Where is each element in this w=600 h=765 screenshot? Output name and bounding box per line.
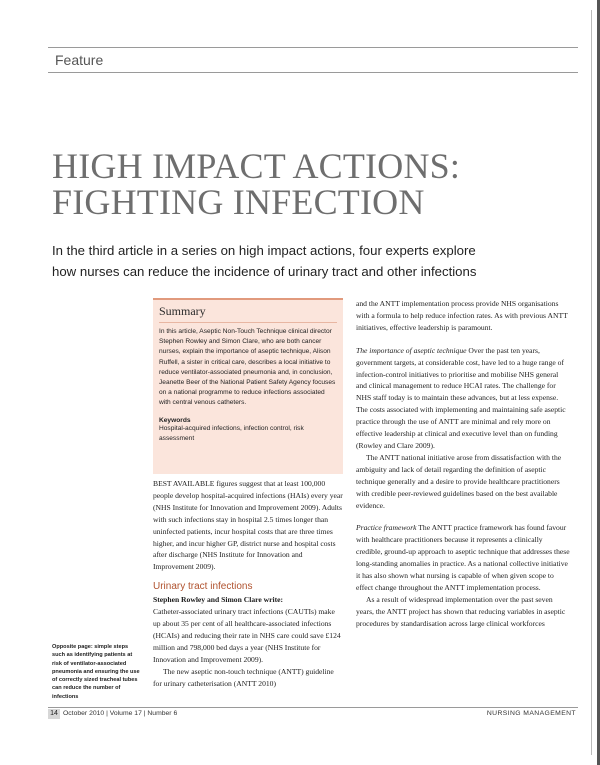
header-rule-bottom — [48, 72, 578, 73]
issue-info: October 2010 | Volume 17 | Number 6 — [63, 710, 178, 717]
practice-framework-paragraph — [356, 522, 570, 593]
practice-framework-body: The ANTT practice framework has found favour with healthcare practitioners because it represents a clinically credible, ground-up approach to aseptic technique that addresses these long-standing anomalies in practice. As a national collective initiative it has also shown what nursing is capable of when given scope to effect change throughout the ANTT implementation process. — [356, 523, 570, 592]
antt-guideline-paragraph: The new aseptic non-touch technique (ANTT) guideline for urinary catheterisation (ANTT 2010) — [153, 666, 334, 688]
cauti-paragraph: Catheter-associated urinary tract infections (CAUTIs) make up about 35 per cent of all healthcare-associated infections (HCAIs) and reducing their rate in NHS care could save £124 million and 798,000 bed days a year (NHS Institute for Innovation and Improvement 2009). — [153, 607, 341, 664]
national-initiative-paragraph: The ANTT national initiative arose from dissatisfaction with the ambiguity and lack of detail regarding the definition of aseptic technique generally and a desire to provide healthcare practitioners with credible peer-reviewed guidelines based on the best available evidence. — [356, 452, 562, 510]
article-standfirst — [52, 240, 572, 282]
keywords-text: Hospital-acquired infections, infection control, risk assessment — [159, 424, 304, 442]
section-label: Feature — [55, 52, 104, 68]
importance-lead: The importance of aseptic technique — [356, 345, 467, 355]
photo-caption: Opposite page: simple steps such as identifying patients at risk of ventilator-associated pneumonia and ensuring the use of correctly sized tracheal tubes can reduce the number of infections — [52, 644, 140, 700]
page-number: 14 — [48, 709, 60, 719]
column-right — [356, 298, 570, 630]
header-rule-top — [48, 47, 578, 48]
keywords-title: Keywords — [159, 416, 191, 424]
byline: Stephen Rowley and Simon Clare write: — [153, 595, 284, 605]
intro-paragraph: BEST AVAILABLE figures suggest that at least 100,000 people develop hospital-acquired infections (HAIs) every year (NHS Institute for Innovation and Improvement 2009). Adults with such infections stay in hospital 2.5 times longer than uninfected patients, incur hospital costs that are three times higher, and incur higher GP, district nurse and hospital costs after discharge (NHS Institute for Innovation and Improvement 2009). — [153, 479, 343, 572]
importance-paragraph — [356, 345, 570, 452]
summary-text: In this article, Aseptic Non-Touch Technique clinical director Stephen Rowley and Simon Clare, who are both cancer nurses, explain the importance of aseptic technique, Alison Ruffell, a sister in critical care, describes a local initiative to reduce ventilator-associated pneumonia and, in conclusion, Jeanette Beer of the National Patient Safety Agency focuses on a national programme to reduce infections associated with central venous catheters. — [159, 328, 336, 407]
antt-process-paragraph: and the ANTT implementation process provide NHS organisations with a formula to help reduce infection rates. As with previous ANTT initiatives, effective leadership is paramount. — [356, 299, 568, 332]
headline-line-1: HIGH IMPACT ACTIONS: — [52, 146, 461, 186]
article-headline — [52, 148, 572, 220]
summary-title: Summary — [159, 304, 337, 323]
subhead-urinary-tract-infections: Urinary tract infections — [153, 581, 253, 593]
headline-line-2: FIGHTING INFECTION — [52, 182, 425, 222]
page-edge-line — [591, 10, 592, 755]
standfirst-line-1: In the third article in a series on high impact actions, four experts explore — [52, 243, 476, 258]
footer-rule — [48, 707, 578, 708]
column-left — [153, 478, 343, 689]
importance-body: Over the past ten years, government targets, at considerable cost, have led to a huge range of infection-control initiatives to prioritise and mobilise NHS general and clinical management to reduce HCAI rates. The challenge for NHS staff today is to maintain these advances, but at less expense. The costs associated with implementing and maintaining safe aseptic practice through the use of ANTT are minimal and rely more on effective leadership at clinical and executive level than on funding (Rowley and Clare 2009). — [356, 345, 566, 450]
standfirst-line-2: how nurses can reduce the incidence of urinary tract and other infections — [52, 264, 477, 279]
results-paragraph: As a result of widespread implementation over the past seven years, the ANTT project has shown that reducing variables in aseptic procedures by standardisation across large clinical workforces — [356, 594, 566, 628]
summary-box — [153, 298, 343, 474]
practice-framework-lead: Practice framework — [356, 523, 417, 533]
journal-name: NURSING MANAGEMENT — [486, 710, 576, 717]
